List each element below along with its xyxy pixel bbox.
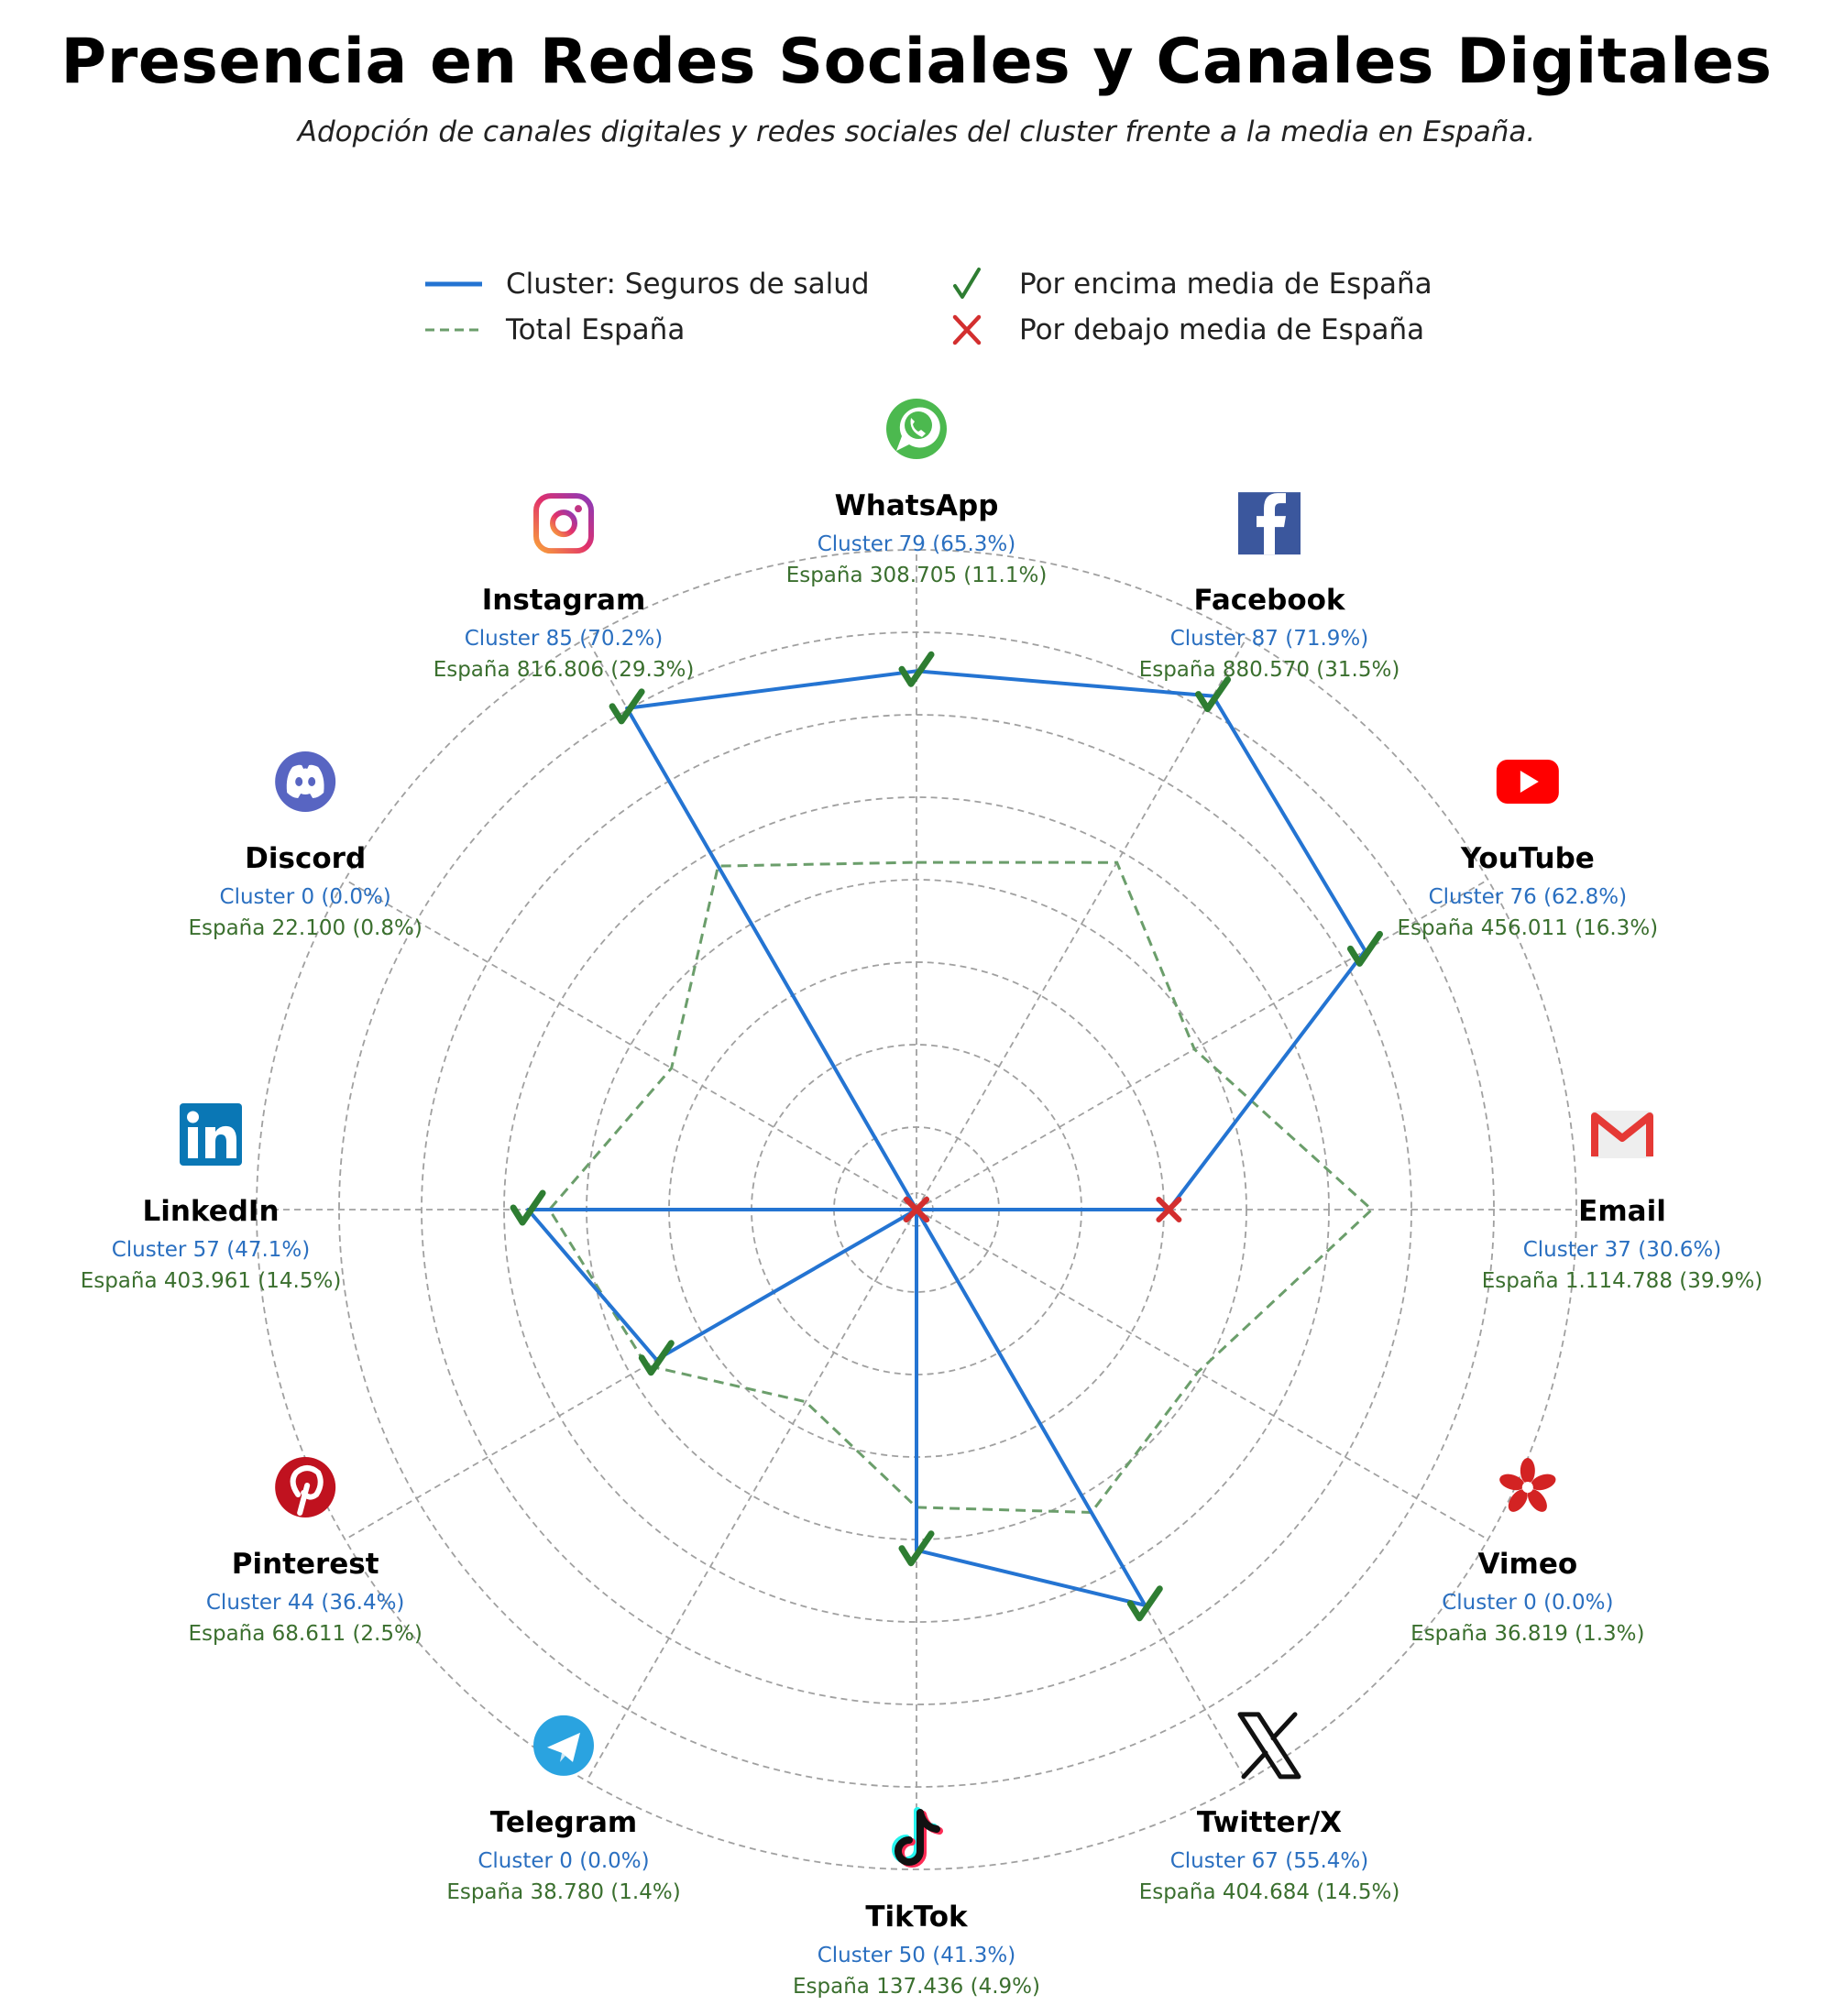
category-cluster-value: Cluster 85 (70.2%) [464, 627, 664, 652]
category-label-twitterx [1139, 1715, 1400, 1904]
grid-spoke [916, 1210, 1488, 1539]
category-cluster-value: Cluster 67 (55.4%) [1169, 1848, 1369, 1873]
category-spain-value: España 816.806 (29.3%) [433, 658, 695, 683]
discord-icon [275, 751, 335, 812]
category-name: Facebook [1193, 584, 1345, 618]
whatsapp-icon [886, 399, 947, 459]
category-name: Twitter/X [1196, 1805, 1343, 1839]
tiktok-icon [895, 1811, 939, 1864]
category-label-tiktok [793, 1811, 1040, 1999]
legend-below-label: Por debajo media de España [1019, 313, 1425, 346]
category-label-vimeo [1410, 1458, 1644, 1646]
category-label-linkedin [81, 1103, 342, 1293]
grid-spoke [587, 1210, 916, 1781]
legend-cluster-label: Cluster: Seguros de salud [506, 268, 870, 301]
grid-spoke [345, 880, 916, 1210]
category-spain-value: España 137.436 (4.9%) [793, 1975, 1040, 1999]
legend-spain-label: Total España [506, 313, 686, 346]
category-spain-value: España 403.961 (14.5%) [80, 1269, 342, 1293]
category-name: LinkedIn [142, 1195, 280, 1228]
category-label-pinterest [188, 1457, 422, 1646]
category-name: Pinterest [231, 1548, 379, 1581]
category-spain-value: España 22.100 (0.8%) [188, 916, 423, 940]
category-label-discord [188, 751, 422, 940]
category-spain-value: España 404.684 (14.5%) [1138, 1879, 1400, 1904]
category-cluster-value: Cluster 44 (36.4%) [205, 1591, 405, 1615]
pinterest-icon [275, 1457, 335, 1517]
chart-subtitle: Adopción de canales digitales y redes sociales del cluster frente a la media en España. [297, 115, 1536, 148]
instagram-icon [536, 496, 591, 551]
yelp-icon [1498, 1458, 1558, 1516]
category-name: TikTok [865, 1901, 968, 1934]
category-label-telegram [446, 1715, 680, 1904]
gmail-icon [1591, 1111, 1653, 1158]
category-cluster-value: Cluster 0 (0.0%) [219, 885, 391, 909]
category-cluster-value: Cluster 79 (65.3%) [817, 532, 1016, 556]
category-spain-value: España 456.011 (16.3%) [1397, 916, 1659, 940]
category-spain-value: España 38.780 (1.4%) [446, 1879, 681, 1904]
category-name: Telegram [489, 1805, 638, 1839]
category-spain-value: España 36.819 (1.3%) [1410, 1622, 1645, 1646]
category-cluster-value: Cluster 76 (62.8%) [1428, 885, 1628, 909]
legend-above-label: Por encima media de España [1019, 268, 1432, 301]
category-cluster-value: Cluster 0 (0.0%) [477, 1848, 650, 1873]
category-spain-value: España 308.705 (11.1%) [785, 564, 1048, 587]
category-spain-value: España 880.570 (31.5%) [1138, 658, 1400, 683]
category-name: Vimeo [1477, 1548, 1578, 1581]
category-label-facebook [1139, 492, 1400, 682]
grid-spoke [916, 638, 1246, 1210]
category-name: Email [1578, 1195, 1666, 1228]
category-label-instagram [434, 496, 695, 682]
category-spain-value: España 1.114.788 (39.9%) [1481, 1269, 1763, 1293]
series-line-spain [550, 862, 1372, 1512]
category-name: Discord [245, 842, 367, 875]
linkedin-icon [180, 1103, 242, 1166]
category-label-youtube [1398, 760, 1659, 940]
category-cluster-value: Cluster 87 (71.9%) [1169, 627, 1369, 652]
facebook-icon [1238, 492, 1301, 554]
chart-title: Presencia en Redes Sociales y Canales Digitales [60, 26, 1773, 98]
category-cluster-value: Cluster 0 (0.0%) [1442, 1591, 1614, 1615]
category-name: YouTube [1460, 842, 1595, 875]
youtube-icon [1497, 760, 1559, 804]
category-label-email [1482, 1111, 1763, 1293]
category-cluster-value: Cluster 37 (30.6%) [1522, 1238, 1722, 1262]
category-spain-value: España 68.611 (2.5%) [188, 1622, 423, 1646]
category-name: Instagram [481, 584, 646, 618]
category-name: WhatsApp [834, 489, 999, 522]
category-cluster-value: Cluster 57 (47.1%) [111, 1238, 311, 1262]
category-cluster-value: Cluster 50 (41.3%) [817, 1944, 1016, 1967]
telegram-icon [533, 1715, 594, 1776]
